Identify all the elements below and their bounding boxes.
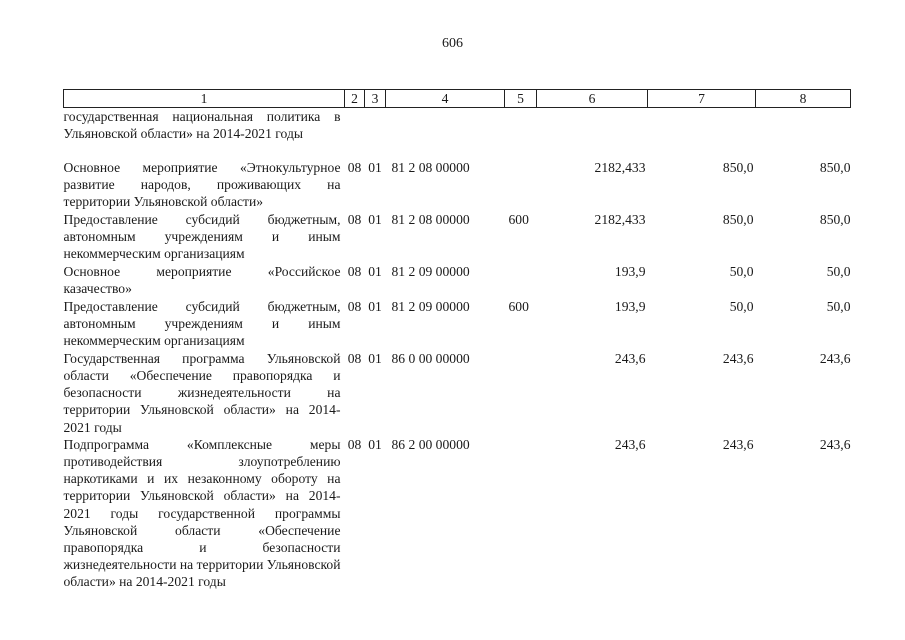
table-row	[64, 263, 851, 298]
row-amount-2: 243,6	[722, 350, 754, 366]
page-number: 606	[442, 36, 463, 51]
row-target-code: 81 2 09 00000	[391, 298, 470, 314]
table-header	[64, 90, 851, 108]
row-target-code	[386, 108, 505, 159]
row-expense-type	[505, 263, 537, 298]
row-section: 08	[347, 298, 362, 314]
row-section: 08	[347, 350, 362, 366]
row-amount-3: 50,0	[826, 298, 851, 314]
row-expense-type	[505, 108, 537, 159]
header-col-6: 6	[537, 90, 648, 108]
row-name: Предоставление субсидий бюджетным, автономным учреждениям и иным некоммерческим организациям	[63, 298, 341, 349]
row-name: Подпрограмма «Комплексные меры противодействия злоупотреблению наркотиками и их незаконному обороту на территории Ульяновской области» на 2014-2021 годы государственной программы Ульяновской области «Обеспечение правопорядка и безопасности жизнедеятельности на территории Ульяновской области» на 2014-2021 годы	[63, 436, 341, 590]
row-amount-3: 50,0	[826, 263, 851, 279]
row-amount-1: 2182,433	[594, 211, 646, 227]
row-target-code: 81 2 09 00000	[391, 263, 470, 279]
table-row	[64, 298, 851, 350]
row-name: Основное мероприятие «Этнокультурное развитие народов, проживающих на территории Ульяновской области»	[63, 159, 341, 210]
table-row	[64, 159, 851, 211]
table-row	[64, 211, 851, 263]
table-row	[64, 436, 851, 591]
row-subsection: 01	[368, 298, 382, 314]
table-row	[64, 350, 851, 436]
row-amount-1: 2182,433	[594, 159, 646, 175]
row-target-code: 86 2 00 00000	[391, 436, 470, 452]
table-body	[64, 108, 851, 591]
row-amount-1: 193,9	[614, 298, 646, 314]
row-target-code: 81 2 08 00000	[391, 211, 470, 227]
row-amount-2: 50,0	[729, 298, 754, 314]
row-subsection: 01	[368, 350, 382, 366]
row-target-code: 81 2 08 00000	[391, 159, 470, 175]
row-subsection: 01	[368, 263, 382, 279]
row-subsection: 01	[368, 159, 382, 175]
header-col-2: 2	[345, 90, 365, 108]
header-col-8: 8	[756, 90, 851, 108]
row-amount-3: 243,6	[819, 436, 851, 452]
row-expense-type	[505, 159, 537, 211]
row-amount-3: 850,0	[819, 211, 851, 227]
row-name: государственная национальная политика в Ульяновской области» на 2014-2021 годы	[63, 109, 341, 142]
header-col-5: 5	[505, 90, 537, 108]
row-amount-2: 850,0	[722, 159, 754, 175]
row-expense-type	[505, 436, 537, 591]
row-amount-1	[537, 108, 648, 159]
row-amount-2: 243,6	[722, 436, 754, 452]
row-subsection: 01	[368, 436, 382, 452]
row-subsection	[365, 108, 386, 159]
row-name: Государственная программа Ульяновской области «Обеспечение правопорядка и безопасности жизнедеятельности на территории Ульяновской области» на 2014-2021 годы	[63, 350, 341, 435]
row-expense-type: 600	[508, 298, 529, 314]
row-name: Предоставление субсидий бюджетным, автономным учреждениям и иным некоммерческим организациям	[63, 211, 341, 262]
row-amount-1: 243,6	[614, 350, 646, 366]
row-section: 08	[347, 159, 362, 175]
row-amount-1: 193,9	[614, 263, 646, 279]
table-row	[64, 108, 851, 159]
row-amount-1: 243,6	[614, 436, 646, 452]
row-expense-type: 600	[508, 211, 529, 227]
budget-table	[63, 89, 851, 591]
row-expense-type	[505, 350, 537, 436]
row-section: 08	[347, 436, 362, 452]
row-amount-2: 850,0	[722, 211, 754, 227]
row-section: 08	[347, 263, 362, 279]
row-subsection: 01	[368, 211, 382, 227]
row-section	[345, 108, 365, 159]
header-col-4: 4	[386, 90, 505, 108]
row-amount-2	[648, 108, 756, 159]
row-amount-3	[756, 108, 851, 159]
row-amount-3: 243,6	[819, 350, 851, 366]
row-amount-3: 850,0	[819, 159, 851, 175]
header-col-1: 1	[64, 90, 345, 108]
row-target-code: 86 0 00 00000	[391, 350, 470, 366]
row-amount-2: 50,0	[729, 263, 754, 279]
row-name: Основное мероприятие «Российское казачество»	[63, 263, 341, 296]
row-section: 08	[347, 211, 362, 227]
header-col-7: 7	[648, 90, 756, 108]
header-col-3: 3	[365, 90, 386, 108]
